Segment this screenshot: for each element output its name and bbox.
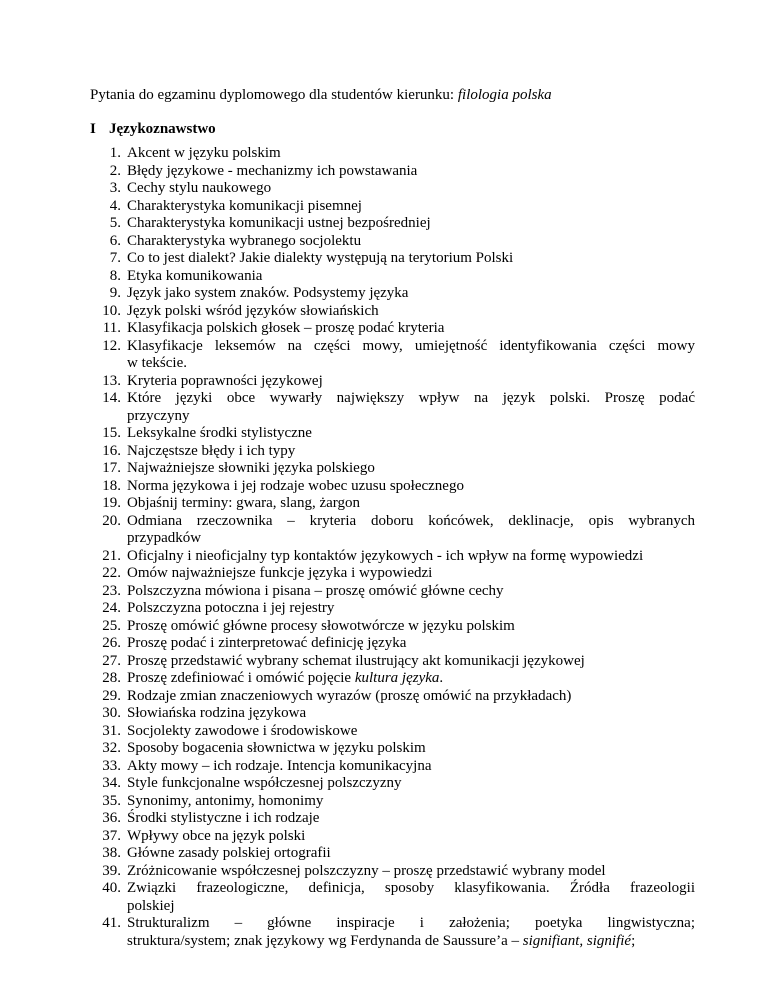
list-item: 26. Proszę podać i zinterpretować definicję języka bbox=[102, 635, 407, 651]
list-item: 36. Środki stylistyczne i ich rodzaje bbox=[102, 810, 320, 826]
list-item: 10. Język polski wśród języków słowiańskich bbox=[102, 302, 379, 319]
list-item: 11. Klasyfikacja polskich głosek – proszę podać kryteria bbox=[102, 320, 445, 336]
document-title bbox=[90, 86, 552, 104]
list-item: 21. Oficjalny i nieoficjalny typ kontaktów językowych - ich wpływ na formę wypowiedzi bbox=[102, 547, 644, 564]
list-item: 40. Związki frazeologiczne, definicja, sposoby klasyfikowania. Źródła frazeologii polskiej bbox=[102, 880, 695, 914]
section-name: Językoznawstwo bbox=[109, 121, 216, 137]
list-item: 7. Co to jest dialekt? Jakie dialekty występują na terytorium Polski bbox=[109, 250, 514, 266]
list-item: 17. Najważniejsze słowniki języka polskiego bbox=[102, 460, 375, 476]
list-item: 19. Objaśnij terminy: gwara, slang, żargon bbox=[102, 495, 360, 511]
list-item: 12. Klasyfikacje leksemów na części mowy, umiejętność identyfikowania części mowy w tekście. bbox=[102, 337, 695, 371]
list-item: 6. Charakterystyka wybranego socjolektu bbox=[109, 232, 362, 249]
list-item: 31. Socjolekty zawodowe i środowiskowe bbox=[102, 722, 358, 739]
list-item: 32. Sposoby bogacenia słownictwa w języku polskim bbox=[102, 740, 426, 756]
list-item: 5. Charakterystyka komunikacji ustnej bezpośredniej bbox=[109, 215, 431, 231]
title-prefix: Pytania do egzaminu dyplomowego dla studentów kierunku: bbox=[90, 87, 458, 103]
list-item: 28. Proszę zdefiniować i omówić pojęcie kultura języka. bbox=[102, 670, 444, 686]
list-item: 41. Strukturalizm – główne inspiracje i założenia; poetyka lingwistyczna; struktura/system; znak językowy wg Ferdynanda de Saussure’a – signifiant, signifié; bbox=[102, 915, 695, 949]
section-number: I bbox=[90, 121, 96, 137]
list-item: 20. Odmiana rzeczownika – kryteria doboru końcówek, deklinacje, opis wybranych przypadków bbox=[102, 512, 695, 546]
title-field: filologia polska bbox=[457, 87, 552, 103]
list-item: 39. Zróżnicowanie współczesnej polszczyzny – proszę przedstawić wybrany model bbox=[102, 862, 606, 879]
list-item: 18. Norma językowa i jej rodzaje wobec uzusu społecznego bbox=[102, 477, 464, 494]
list-item: 22. Omów najważniejsze funkcje języka i wypowiedzi bbox=[102, 565, 433, 581]
list-item: 8. Etyka komunikowania bbox=[109, 267, 263, 284]
list-item: 33. Akty mowy – ich rodzaje. Intencja komunikacyjna bbox=[102, 757, 432, 774]
list-item: 38. Główne zasady polskiej ortografii bbox=[102, 845, 331, 861]
section-heading bbox=[90, 120, 216, 138]
question-list bbox=[90, 145, 695, 950]
list-item: 35. Synonimy, antonimy, homonimy bbox=[102, 792, 324, 809]
list-item: 13. Kryteria poprawności językowej bbox=[102, 372, 323, 389]
list-item: 14. Które języki obce wywarły największy wpływ na język polski. Proszę podać przyczyny bbox=[102, 390, 695, 424]
list-item: 27. Proszę przedstawić wybrany schemat ilustrujący akt komunikacji językowej bbox=[102, 652, 585, 669]
list-item: 15. Leksykalne środki stylistyczne bbox=[102, 425, 312, 441]
list-item: 23. Polszczyzna mówiona i pisana – proszę omówić główne cechy bbox=[102, 582, 504, 599]
list-item: 1. Akcent w języku polskim bbox=[109, 145, 281, 161]
list-item: 24. Polszczyzna potoczna i jej rejestry bbox=[102, 600, 335, 616]
list-item: 16. Najczęstsze błędy i ich typy bbox=[102, 442, 296, 459]
list-item: 3. Cechy stylu naukowego bbox=[109, 180, 272, 196]
list-item: 37. Wpływy obce na język polski bbox=[102, 827, 306, 844]
list-item: 2. Błędy językowe - mechanizmy ich powstawania bbox=[109, 162, 418, 179]
list-item: 30. Słowiańska rodzina językowa bbox=[102, 705, 307, 721]
list-item: 34. Style funkcjonalne współczesnej polszczyzny bbox=[102, 775, 402, 791]
list-item: 29. Rodzaje zmian znaczeniowych wyrazów (proszę omówić na przykładach) bbox=[102, 687, 572, 704]
list-item: 4. Charakterystyka komunikacji pisemnej bbox=[109, 197, 362, 214]
list-item: 25. Proszę omówić główne procesy słowotwórcze w języku polskim bbox=[102, 617, 515, 634]
list-item: 9. Język jako system znaków. Podsystemy języka bbox=[109, 285, 409, 301]
